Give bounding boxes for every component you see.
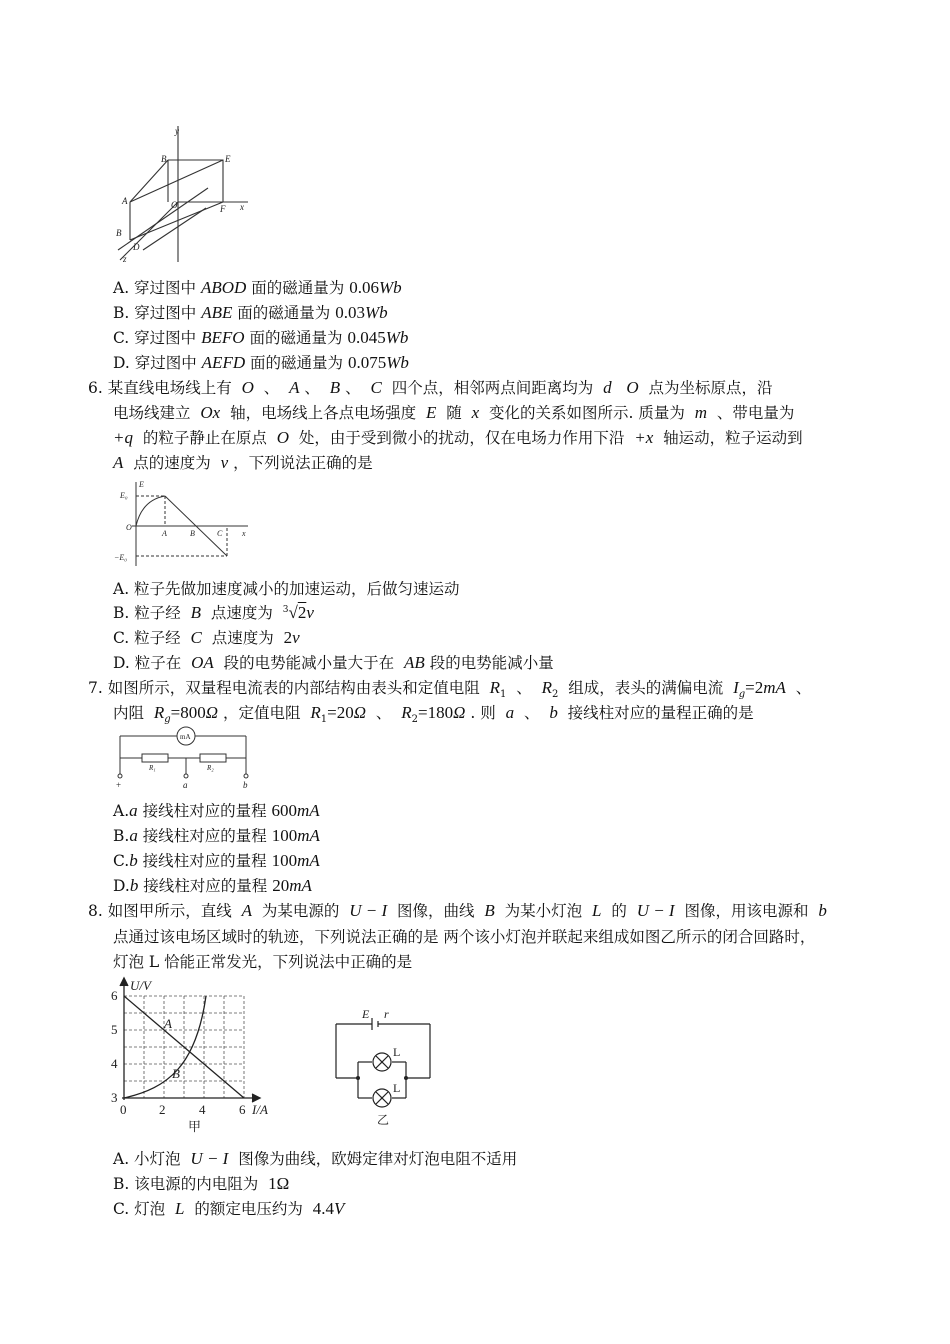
q5-option-a[interactable]: A. 穿过图中 ABOD 面的磁通量为 0.06Wb <box>113 278 402 297</box>
q8-option-a[interactable]: A. 小灯泡 U − I 图像为曲线，欧姆定律对灯泡电阻不适用 <box>113 1149 518 1168</box>
graph8-ylabel: U/V <box>130 978 151 993</box>
cube-label-B-top: B <box>161 154 167 164</box>
q6-e-x-graph <box>112 478 252 568</box>
graph8-caption: 甲 <box>188 1119 202 1134</box>
q6-stem-line-1: 6. 某直线电场线上有 O 、 A 、 B 、 C 四个点，相邻两点间距离均为 d O 点为坐标原点，沿 <box>88 378 773 397</box>
q7-ammeter-circuit <box>112 724 252 790</box>
q7-option-d[interactable]: D.b 接线柱对应的量程 20mA <box>113 876 312 895</box>
graph-label-x: x <box>242 529 246 538</box>
cube-label-F: F <box>220 204 226 214</box>
q5-option-b[interactable]: B. 穿过图中 ABE 面的磁通量为 0.03Wb <box>113 303 388 322</box>
q7-option-b[interactable]: B.a 接线柱对应的量程 100mA <box>113 826 320 845</box>
cube-label-y: y <box>175 126 179 136</box>
graph-label-neg-E0: −E₀ <box>114 553 128 562</box>
graph-label-E: E <box>139 480 144 489</box>
cube-label-A: A <box>122 196 128 206</box>
q5-option-c[interactable]: C. 穿过图中 BEFO 面的磁通量为 0.045Wb <box>113 328 409 347</box>
q6-stem-line-4: A 点的速度为 v ，下列说法正确的是 <box>113 453 373 472</box>
circuit-label-R1: R₁ <box>149 764 156 772</box>
cube-label-D: D <box>133 242 140 252</box>
circuit8-L1: L <box>393 1045 401 1059</box>
cube-label-O: O <box>171 200 178 210</box>
graph8-x0: 0 <box>120 1102 127 1117</box>
q8-stem-line-1: 8. 如图甲所示，直线 A 为某电源的 U − I 图像，曲线 B 为某小灯泡 L 的 U − I 图像，用该电源和 b <box>88 901 827 920</box>
graph8-x6: 6 <box>239 1102 246 1117</box>
q8-u-i-graph <box>108 976 288 1136</box>
cube-label-B-bottom: B <box>116 228 122 238</box>
graph8-y4: 4 <box>111 1056 118 1071</box>
circuit8-E: E <box>362 1007 370 1021</box>
graph8-curve-B: B <box>172 1066 180 1081</box>
q6-stem-line-3: +q 的粒子静止在原点 O 处，由于受到微小的扰动，仅在电场力作用下沿 +x 轴运动，粒子运动到 <box>113 428 803 447</box>
cube-label-x: x <box>240 202 244 212</box>
circuit8-r: r <box>384 1007 389 1021</box>
q7-option-c[interactable]: C.b 接线柱对应的量程 100mA <box>113 851 320 870</box>
q7-option-a[interactable]: A.a 接线柱对应的量程 600mA <box>113 801 320 820</box>
graph-label-A: A <box>162 529 167 538</box>
q8-stem-line-3: 灯泡 L 恰能正常发光，下列说法中正确的是 <box>113 953 413 971</box>
q6-option-b[interactable]: B. 粒子经 B 点速度为 $^3$√2v <box>113 603 314 622</box>
graph8-x2: 2 <box>159 1102 166 1117</box>
q6-stem-line-2: 电场线建立 Ox 轴，电场线上各点电场强度 E 随 x 变化的关系如图所示. 质量为 m 、带电量为 <box>113 403 795 422</box>
magnetic-box-figure <box>108 122 258 267</box>
q6-option-c[interactable]: C. 粒子经 C 点速度为 2v <box>113 628 300 647</box>
circuit8-L2: L <box>393 1081 401 1095</box>
circuit8-caption: 乙 <box>377 1113 390 1126</box>
graph8-y6: 6 <box>111 988 118 1003</box>
q8-stem-line-2: 点通过该电场区域时的轨迹，下列说法正确的是 两个该小灯泡并联起来组成如图乙所示的闭合回路时， <box>113 928 816 946</box>
graph8-xlabel: I/A <box>252 1102 268 1117</box>
q8-parallel-lamp-circuit <box>326 1006 436 1126</box>
q6-option-d[interactable]: D. 粒子在 OA 段的电势能减小量大于在 AB 段的电势能减小量 <box>113 653 554 672</box>
graph8-y3: 3 <box>111 1090 118 1105</box>
graph8-y5: 5 <box>111 1022 118 1037</box>
q8-option-b[interactable]: B. 该电源的内电阻为 1Ω <box>113 1174 290 1193</box>
graph-label-C: C <box>217 529 223 538</box>
circuit-label-R2: R₂ <box>207 764 214 772</box>
q5-option-d[interactable]: D. 穿过图中 AEFD 面的磁通量为 0.075Wb <box>113 353 409 372</box>
graph-label-O: O <box>126 523 132 532</box>
circuit-terminal-plus: + <box>116 780 122 790</box>
cube-label-z: z <box>123 254 127 264</box>
q6-option-a[interactable]: A. 粒子先做加速度减小的加速运动，后做匀速运动 <box>113 580 460 598</box>
circuit-label-mA: mA <box>180 733 191 741</box>
q7-stem-line-1: 7. 如图所示，双量程电流表的内部结构由表头和定值电阻 $R_1$ 、 $R_2$ 组成，表头的满偏电流 $I_g=2mA$ 、 <box>88 678 812 701</box>
graph-label-E0: E₀ <box>120 491 128 500</box>
graph8-x4: 4 <box>199 1102 206 1117</box>
q7-stem-line-2: 内阻 $R_g=800\Omega$ ，定值电阻 $R_1=20\Omega$ 、 $R_2=180\Omega$ . 则 a 、 b 接线柱对应的量程正确的是 <box>113 703 754 726</box>
circuit-terminal-b: b <box>243 780 248 790</box>
graph-label-B: B <box>190 529 195 538</box>
circuit-terminal-a: a <box>183 780 188 790</box>
q8-option-c[interactable]: C. 灯泡 L 的额定电压约为 4.4V <box>113 1199 345 1218</box>
cube-label-E: E <box>225 154 231 164</box>
graph8-line-A: A <box>164 1016 172 1031</box>
